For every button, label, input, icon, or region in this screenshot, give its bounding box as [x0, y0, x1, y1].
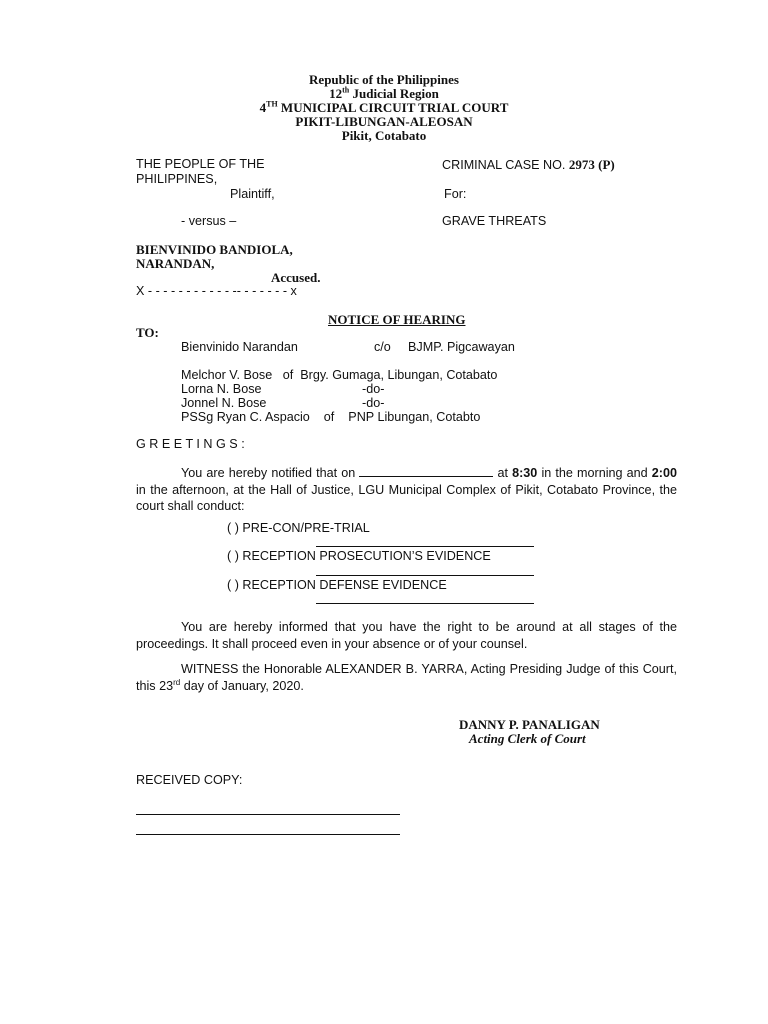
accused-line-2: NARANDAN, — [136, 256, 215, 271]
recipient-5: PSSg Ryan C. Aspacio of PNP Libungan, Cotabto — [181, 410, 481, 424]
recipient-4-name: Jonnel N. Bose — [181, 396, 267, 410]
option-prosecution-line — [316, 575, 534, 576]
morning-time: 8:30 — [512, 466, 538, 480]
header-court-location: PIKIT-LIBUNGAN-ALEOSAN — [295, 114, 473, 129]
case-number: 2973 (P) — [568, 157, 615, 172]
afternoon-time: 2:00 — [651, 466, 677, 480]
recipient-1-care-of: c/o — [374, 340, 391, 354]
received-signature-line-1 — [136, 814, 400, 815]
option-pre-trial-line — [316, 546, 534, 547]
to-label: TO: — [136, 325, 159, 340]
offense-label: GRAVE THREATS — [442, 214, 547, 228]
recipient-1-name: Bienvinido Narandan — [181, 340, 298, 354]
hearing-paragraph: You are hereby notified that on at 8:30 in the morning and 2:00 in the afternoon, at the Hall of Justice, LGU Municipal Complex of Pikit, Cotabato Province, the court shall conduct: — [136, 466, 677, 513]
option-prosecution-evidence: ( ) RECEPTION PROSECUTION’S EVIDENCE — [227, 549, 491, 563]
accused-label: Accused. — [271, 270, 321, 285]
accused-line-1: BIENVINIDO BANDIOLA, — [136, 242, 293, 257]
received-copy-label: RECEIVED COPY: — [136, 773, 243, 787]
versus-label: - versus – — [181, 214, 237, 228]
clerk-name: DANNY P. PANALIGAN — [459, 717, 600, 732]
recipient-3-ditto: -do- — [362, 382, 385, 396]
witness-paragraph: WITNESS the Honorable ALEXANDER B. YARRA, Acting Presiding Judge of this Court, this 23rd day of January, 2020. — [136, 662, 677, 693]
greetings: G R E E T I N G S : — [136, 437, 245, 451]
header-republic: Republic of the Philippines — [309, 72, 459, 87]
header-judicial-region: 12th Judicial Region — [329, 85, 439, 101]
case-number-line: CRIMINAL CASE NO. 2973 (P) — [442, 157, 615, 172]
recipient-3-name: Lorna N. Bose — [181, 382, 262, 396]
for-label: For: — [444, 187, 467, 201]
option-defense-line — [316, 603, 534, 604]
recipient-2: Melchor V. Bose of Brgy. Gumaga, Libungan, Cotabato — [181, 368, 498, 382]
option-pre-trial: ( ) PRE-CON/PRE-TRIAL — [227, 521, 370, 535]
recipient-4-ditto: -do- — [362, 396, 385, 410]
people-line-1: THE PEOPLE OF THE — [136, 157, 265, 171]
received-signature-line-2 — [136, 834, 400, 835]
caption-separator: X - - - - - - - - - - - -- - - - - - - x — [136, 284, 297, 298]
header-court-name: 4TH MUNICIPAL CIRCUIT TRIAL COURT — [259, 99, 509, 115]
plaintiff-label: Plaintiff, — [230, 187, 275, 201]
option-defense-evidence: ( ) RECEPTION DEFENSE EVIDENCE — [227, 578, 447, 592]
recipient-1-address: BJMP. Pigcawayan — [408, 340, 515, 354]
header-town: Pikit, Cotabato — [341, 128, 427, 143]
clerk-title: Acting Clerk of Court — [469, 731, 586, 746]
notice-title: NOTICE OF HEARING — [328, 312, 466, 327]
hearing-date-blank — [359, 465, 493, 477]
rights-paragraph: You are hereby informed that you have the right to be around at all stages of the proceedings. It shall proceed even in your absence or of your counsel. — [136, 620, 677, 651]
people-line-2: PHILIPPINES, — [136, 172, 218, 186]
